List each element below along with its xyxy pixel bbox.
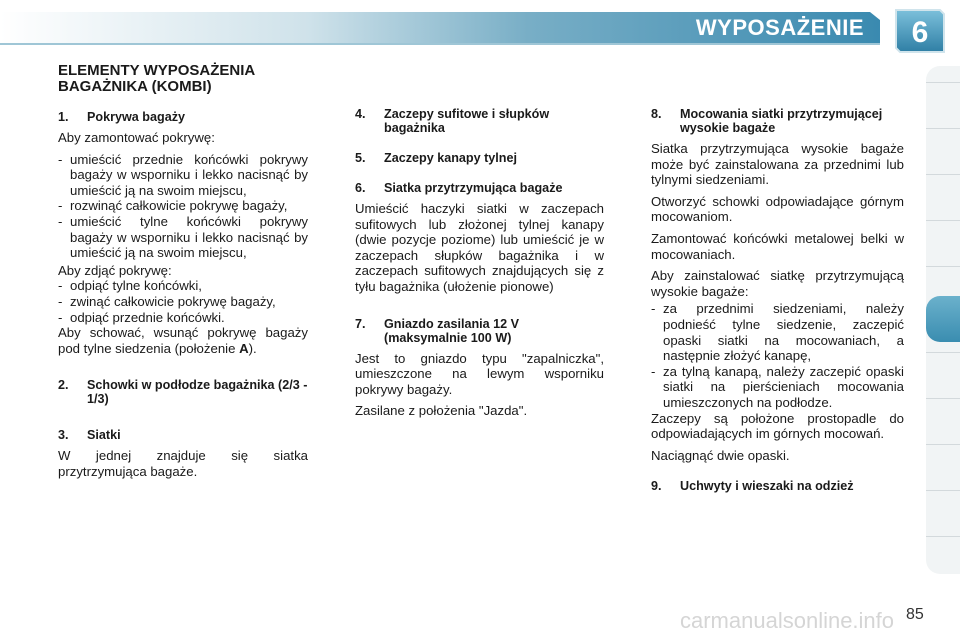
item-title: Zaczepy sufitowe i słupków bagażnika xyxy=(384,107,550,135)
item-number: 7. xyxy=(355,316,366,331)
tab-divider xyxy=(926,128,960,129)
paragraph: Naciągnąć dwie opaski. xyxy=(651,447,790,463)
watermark: carmanualsonline.info xyxy=(680,608,895,633)
item-number: 5. xyxy=(355,151,366,165)
item-number: 9. xyxy=(651,479,662,494)
bullet-item: - umieścić tylne końcówki pokrywy bagaży w wsporniku i lekko nacisnąć by umieścić ją na swoim miejscu, xyxy=(58,213,308,261)
paragraph: Aby schować, wsunąć pokrywę bagaży pod tylne siedzenia (położenie A). xyxy=(58,325,308,356)
tab-divider xyxy=(926,398,960,399)
chapter-title: WYPOSAŻENIE xyxy=(695,15,864,40)
paragraph: Zamontować końcówki metalowej belki w mocowaniach. xyxy=(651,230,904,262)
tab-divider xyxy=(926,444,960,445)
chapter-tab-active[interactable] xyxy=(926,296,960,342)
subheading xyxy=(355,151,604,165)
bullet-item: - odpiąć tylne końcówki, xyxy=(58,278,202,294)
paragraph: Umieścić haczyki siatki w zaczepach sufitowych lub złożonej tylnej kanapy (dwie pozycje poziome) lub umieścić je w zaczepach słupków bagażnika i w zaczepach sufitowych znajdujących się z tyłu bagażnika (ułożenie pionowe) xyxy=(355,201,604,294)
column-middle xyxy=(355,107,604,425)
column-left xyxy=(58,60,308,486)
item-number: 8. xyxy=(651,107,662,121)
page-number: 85 xyxy=(906,606,924,623)
tab-divider xyxy=(926,352,960,353)
tab-divider xyxy=(926,536,960,537)
item-title: Zaczepy kanapy tylnej xyxy=(384,151,517,165)
chapter-number: 6 xyxy=(911,16,929,49)
tab-divider xyxy=(926,266,960,267)
column-right xyxy=(651,107,904,499)
subheading xyxy=(355,107,604,135)
bullet-item: - umieścić przednie końcówki pokrywy bagaży w wsporniku i lekko nacisnąć by umieścić ją na swoim miejscu, xyxy=(58,151,308,198)
subheading xyxy=(58,110,308,124)
paragraph: Aby zdjąć pokrywę: xyxy=(58,262,172,278)
item-title: Mocowania siatki przytrzymującej wysokie bagaże xyxy=(680,107,883,135)
subheading xyxy=(651,107,904,135)
item-title: Siatka przytrzymująca bagaże xyxy=(384,181,563,195)
subheading xyxy=(58,428,308,442)
section-title: ELEMENTY WYPOSAŻENIA BAGAŻNIKA (KOMBI) xyxy=(58,62,255,95)
item-title: Uchwyty i wieszaki na odzież xyxy=(680,479,854,494)
item-number: 4. xyxy=(355,107,366,121)
bullet-item: - rozwinąć całkowicie pokrywę bagaży, xyxy=(58,198,288,214)
bullet-item: - odpiąć przednie końcówki. xyxy=(58,309,225,325)
tab-divider xyxy=(926,490,960,491)
paragraph: Aby zamontować pokrywę: xyxy=(58,130,215,145)
paragraph: Siatka przytrzymująca wysokie bagaże może być zainstalowana za przednimi lub tylnymi siedzeniami. xyxy=(651,141,904,188)
bullet-item: - zwinąć całkowicie pokrywę bagaży, xyxy=(58,293,276,309)
subheading xyxy=(58,378,308,406)
item-title: Siatki xyxy=(87,428,121,443)
item-title: Pokrywa bagaży xyxy=(87,110,185,124)
tab-divider xyxy=(926,82,960,83)
paragraph: Zasilane z położenia "Jazda". xyxy=(355,403,528,419)
subheading xyxy=(651,479,904,493)
subheading xyxy=(355,181,604,195)
tab-divider xyxy=(926,174,960,175)
item-title: Gniazdo zasilania 12 V (maksymalnie 100 W) xyxy=(384,316,520,345)
tab-divider xyxy=(926,220,960,221)
chapter-header xyxy=(0,0,960,52)
paragraph: Otworzyć schowki odpowiadające górnym mocowaniom. xyxy=(651,193,904,225)
bullet-item: - za tylną kanapą, należy zaczepić opaski siatki na pierścieniach mocowania umieszczonych na podłodze. xyxy=(651,363,904,410)
item-title: Schowki w podłodze bagażnika (2/3 - 1/3) xyxy=(87,378,308,407)
paragraph: Aby zainstalować siatkę przytrzymującą wysokie bagaże: xyxy=(651,268,904,299)
bullet-item: - za przednimi siedzeniami, należy podnieść tylne siedzenie, zaczepić opaski siatki na mocowaniach, a następnie złożyć kanapę, xyxy=(651,301,904,364)
paragraph: W jednej znajduje się siatka przytrzymująca bagaże. xyxy=(58,448,308,479)
paragraph: Jest to gniazdo typu "zapalniczka", umieszczone na lewym wsporniku pokrywy bagaży. xyxy=(355,350,604,397)
subheading xyxy=(355,317,604,345)
item-number: 2. xyxy=(58,378,69,393)
item-number: 6. xyxy=(355,181,366,195)
item-number: 1. xyxy=(58,110,69,124)
paragraph: Zaczepy są położone prostopadle do odpowiadających im górnych mocowań. xyxy=(651,410,904,442)
item-number: 3. xyxy=(58,428,69,443)
